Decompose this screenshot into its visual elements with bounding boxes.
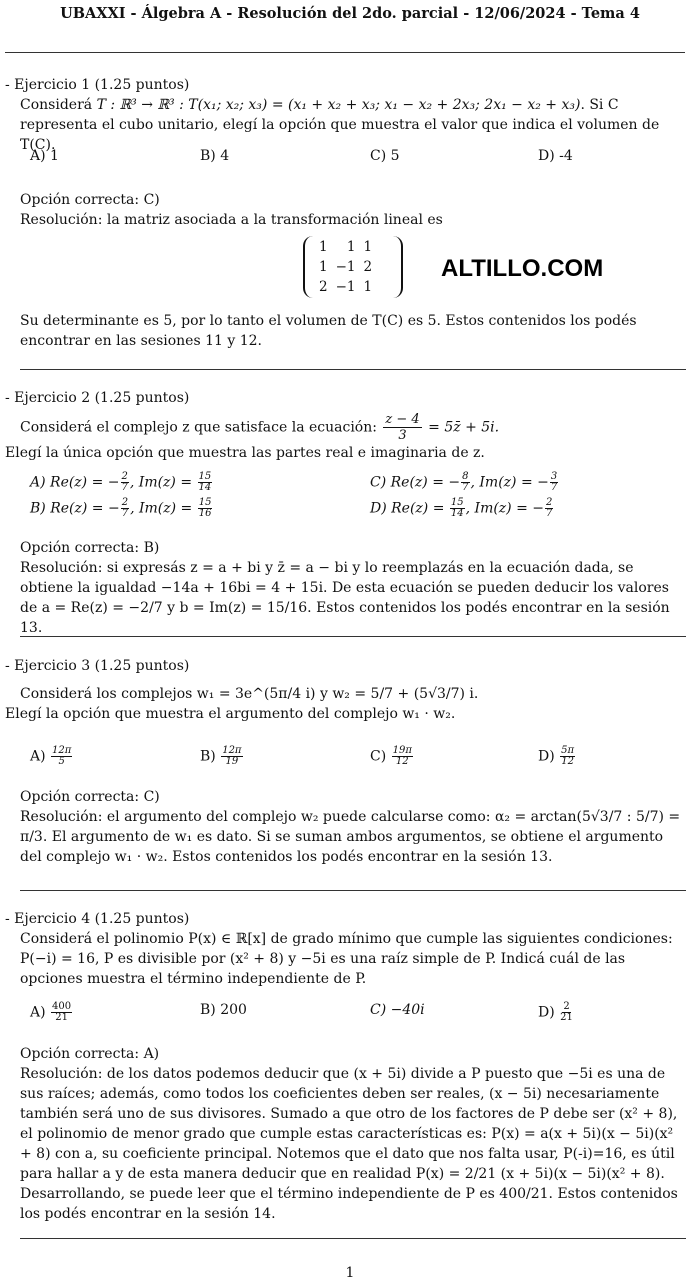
divider [20, 890, 686, 891]
correct-option: Opción correcta: B) [20, 540, 160, 556]
matrix-cell: 2 [319, 279, 328, 295]
statement-math: T : ℝ³ → ℝ³ : T(x₁; x₂; x₃) = (x₁ + x₂ + x₃; x₁ − x₂ + 2x₃; 2x₁ − x₂ + x₃) [96, 97, 581, 113]
exercise-2-heading: - Ejercicio 2 (1.25 puntos) [5, 390, 190, 406]
option-b: B) $\frac{12\pi}{19}$ [200, 745, 242, 767]
matrix-cell: 1 [363, 279, 373, 295]
page-title: UBAXXI - Álgebra A - Resolución del 2do. parcial - 12/06/2024 - Tema 4 [60, 5, 640, 22]
right-paren [391, 236, 403, 298]
option-d: D) $\frac{5\pi}{12}$ [538, 745, 575, 767]
option-a: A) 1 [30, 148, 59, 164]
resolution-text: Resolución: la matriz asociada a la transformación lineal es [20, 212, 443, 228]
option-c: C) −40i [370, 1002, 425, 1018]
matrix-cell: 1 [319, 239, 328, 255]
option-d: D) $\frac{2}{21}$ [538, 1001, 573, 1023]
exercise-3-statement: Considerá los complejos w₁ = 3e^(5π/4 i) y w₂ = 5/7 + (5√3/7) i. [20, 686, 479, 702]
exercise-3 [5, 656, 687, 724]
exercise-1-conclusion: Su determinante es 5, por lo tanto el volumen de T(C) es 5. Estos contenidos los podés encontrar en las sesiones 11 y 12. [20, 313, 637, 349]
exercise-3-heading: - Ejercicio 3 (1.25 puntos) [5, 658, 190, 674]
exercise-3-solution [0, 787, 687, 867]
option-c: C) Re(z) = − $\frac{8}{7}$ , Im(z) = − $\frac{3}{7}$ [370, 471, 558, 493]
matrix-table [315, 237, 376, 297]
exercise-2-solution [0, 538, 687, 638]
left-paren [303, 236, 315, 298]
correct-option: Opción correcta: C) [20, 789, 160, 805]
resolution-text: Resolución: de los datos podemos deducir que (x + 5i) divide a P puesto que −5i es una de sus raíces; además, como todos los coeficientes deben ser reales, (x − 5i) necesariamente también será uno de sus divisores. Sumado a que otro de los factores de P debe ser (x² + 8), el polinomio de menor grado que cumple estas características es: P(x) = a(x + 5i)(x − 5i)(x² + 8) con a, su coeficiente principal. Notemos que el dato que nos falta usar, P(-i)=16, es útil para hallar a y de esta manera deducir que en realidad P(x) = 2/21 (x + 5i)(x − 5i)(x² + 8). Desarrollando, se puede leer que el término independiente de P es 400/21. Estos contenidos los podés encontrar en la sesión 14. [20, 1066, 678, 1222]
option-c: C) 5 [370, 148, 400, 164]
statement-text-2: . Si C representa el cubo unitario, elegí la opción que muestra el valor que indica el volumen de T(C). [20, 97, 660, 153]
exercise-2-statement [5, 412, 687, 443]
option-a: A) $\frac{400}{21}$ [30, 1001, 72, 1023]
correct-option: Opción correcta: C) [20, 192, 160, 208]
option-d: D) Re(z) = $\frac{15}{14}$ , Im(z) = − $\frac{2}{7}$ [370, 497, 553, 519]
resolution-text: Resolución: si expresás z = a + bi y z̄ = a − bi y lo reemplazás en la ecuación dada, se obtiene la igualdad −14a + 16bi = 4 + 15i. De esta ecuación se pueden deducir los valores de a = Re(z) = −2/7 y b = Im(z) = 15/16. Estos contenidos los podés encontrar en la sesión 13. [20, 560, 670, 636]
resolution-text: Resolución: el argumento del complejo w₂ puede calcularse como: α₂ = arctan(5√3/7 : 5/7) = π/3. El argumento de w₁ es dato. Si se suman ambos argumentos, se obtiene el argumento del complejo w₁ · w₂. Estos contenidos los podés encontrar en la sesión 13. [20, 809, 681, 865]
exercise-1-solution [0, 190, 700, 230]
matrix-cell: 2 [363, 259, 373, 275]
exercise-4-solution [0, 1044, 687, 1224]
matrix-cell: −1 [335, 279, 356, 295]
fraction-numerator: z − 4 [385, 412, 420, 427]
matrix-cell: 1 [346, 239, 356, 255]
correct-option: Opción correcta: A) [20, 1046, 160, 1062]
exercise-2-statement-2: Elegí la única opción que muestra las partes real e imaginaria de z. [5, 445, 485, 461]
divider [20, 1238, 686, 1239]
statement-text: Considerá el complejo z que satisface la ecuación: [20, 419, 377, 436]
option-b: B) 200 [200, 1002, 247, 1018]
exercise-2 [5, 388, 687, 463]
watermark: ALTILLO.COM [441, 255, 604, 282]
fraction-denominator: 3 [398, 428, 407, 443]
exercise-1-heading: - Ejercicio 1 (1.25 puntos) [5, 77, 190, 93]
exercise-1 [5, 75, 687, 155]
divider [5, 52, 685, 53]
divider [20, 636, 686, 637]
exercise-4-statement: Considerá el polinomio P(x) ∈ ℝ[x] de grado mínimo que cumple las siguientes condiciones: P(−i) = 16, P es divisible por (x² + 8) y −5i es una raíz simple de P. Indicá cuál de las opciones muestra el término independiente de P. [20, 931, 673, 987]
equation-rhs: = 5z̄ + 5i. [428, 419, 500, 436]
equation-fraction [383, 412, 421, 443]
exercise-3-statement-2: Elegí la opción que muestra el argumento del complejo w₁ · w₂. [5, 706, 456, 722]
exercise-4-heading: - Ejercicio 4 (1.25 puntos) [5, 911, 190, 927]
matrix-cell: 1 [319, 259, 328, 275]
option-b: B) Re(z) = − $\frac{2}{7}$ , Im(z) = $\frac{15}{16}$ [30, 497, 212, 519]
matrix-cell: −1 [335, 259, 356, 275]
option-a: A) Re(z) = − $\frac{2}{7}$ , Im(z) = $\frac{15}{14}$ [30, 471, 212, 493]
transformation-matrix [303, 236, 403, 298]
exercise-1-statement [5, 95, 687, 155]
option-c: C) $\frac{19\pi}{12}$ [370, 745, 412, 767]
option-a: A) $\frac{12\pi}{5}$ [30, 745, 72, 767]
divider [20, 369, 686, 370]
option-b: B) 4 [200, 148, 230, 164]
matrix-cell: 1 [363, 239, 373, 255]
page-number: 1 [345, 1265, 355, 1281]
option-d: D) -4 [538, 148, 573, 164]
statement-text: Considerá [20, 97, 97, 113]
exercise-4 [5, 909, 687, 989]
